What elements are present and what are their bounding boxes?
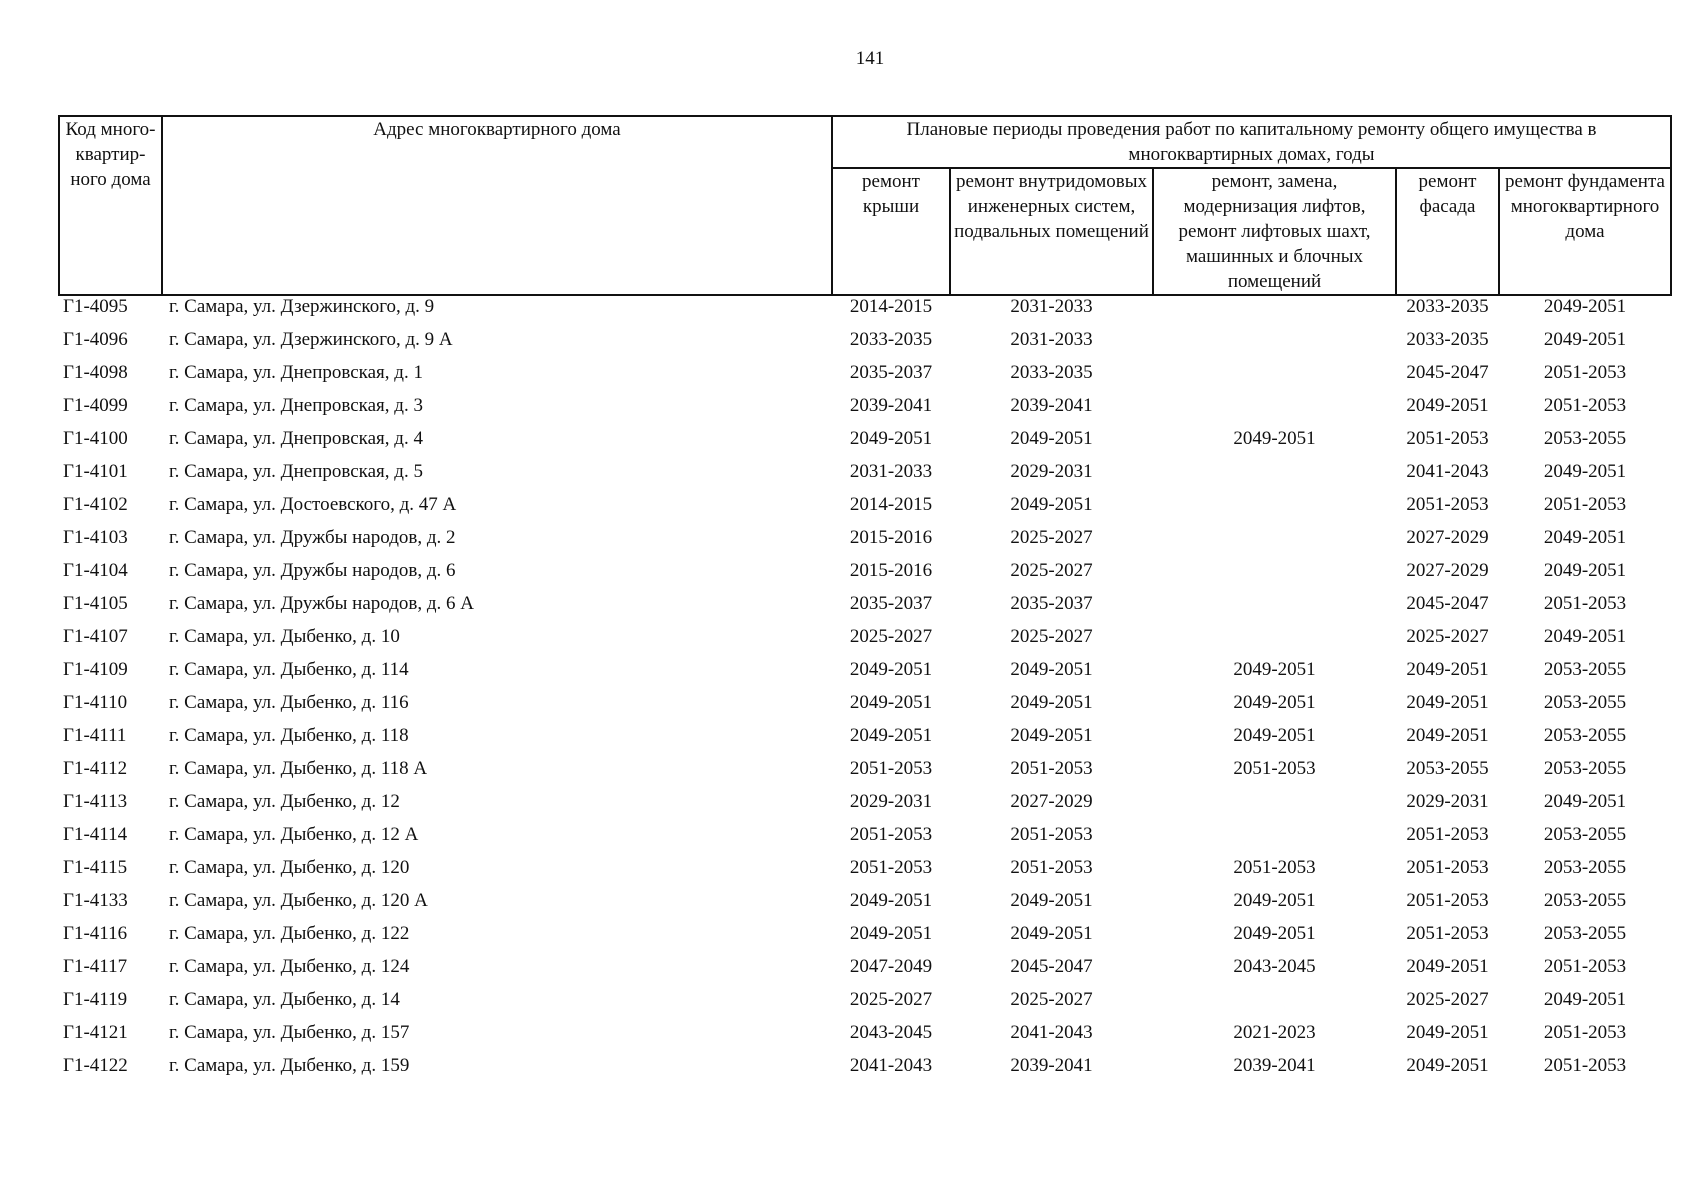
table-row [59,362,1671,395]
cell-lifts [1153,461,1396,494]
cell-foundation: 2053-2055 [1543,857,1627,878]
cell-facade: 2029-2031 [1406,791,1489,812]
cell-code: Г1-4121 [63,1022,128,1043]
cell-engineering: 2049-2051 [1010,428,1093,449]
cell-lifts [1153,295,1396,329]
table-row [59,923,1671,956]
cell-facade: 2041-2043 [1406,461,1489,482]
cell-lifts [1153,395,1396,428]
column-header-facade: ремонт фасада [1396,168,1499,295]
cell-address: г. Самара, ул. Днепровская, д. 4 [169,428,423,449]
cell-roof: 2047-2049 [849,956,933,977]
cell-foundation: 2051-2053 [1543,1022,1627,1043]
cell-foundation: 2049-2051 [1543,989,1627,1010]
column-group-header-periods [832,116,1671,168]
cell-facade: 2033-2035 [1406,329,1489,350]
table-row [59,956,1671,989]
cell-roof: 2025-2027 [849,626,933,647]
cell-engineering: 2049-2051 [1010,725,1093,746]
cell-engineering: 2049-2051 [1010,923,1093,944]
cell-engineering: 2031-2033 [1010,329,1093,350]
table-row [59,725,1671,758]
cell-facade: 2051-2053 [1406,824,1489,845]
cell-address: г. Самара, ул. Дружбы народов, д. 6 А [169,593,475,614]
table-row [59,692,1671,725]
cell-code: Г1-4117 [63,956,128,977]
cell-code: Г1-4096 [63,329,128,350]
table-row [59,461,1671,494]
cell-address: г. Самара, ул. Дружбы народов, д. 2 [169,527,456,548]
table-body [59,295,1671,1088]
cell-code: Г1-4116 [63,923,128,944]
cell-roof: 2015-2016 [849,560,933,581]
cell-lifts [1153,626,1396,659]
cell-foundation: 2053-2055 [1543,758,1627,779]
cell-code: Г1-4107 [63,626,128,647]
cell-roof: 2041-2043 [849,1055,933,1076]
cell-code: Г1-4111 [63,725,127,746]
cell-lifts: 2039-2041 [1233,1055,1316,1076]
cell-roof: 2049-2051 [849,428,933,449]
cell-facade: 2051-2053 [1406,857,1489,878]
cell-roof: 2049-2051 [849,890,933,911]
cell-foundation: 2053-2055 [1543,692,1627,713]
cell-roof: 2051-2053 [849,758,933,779]
cell-engineering: 2049-2051 [1010,890,1093,911]
cell-foundation: 2049-2051 [1543,461,1627,482]
cell-facade: 2033-2035 [1406,296,1489,317]
cell-foundation: 2049-2051 [1543,626,1627,647]
table-row [59,890,1671,923]
cell-facade: 2027-2029 [1406,527,1489,548]
cell-lifts: 2021-2023 [1233,1022,1316,1043]
cell-code: Г1-4099 [63,395,128,416]
cell-address: г. Самара, ул. Днепровская, д. 1 [169,362,423,383]
cell-code: Г1-4103 [63,527,128,548]
cell-engineering: 2027-2029 [1010,791,1093,812]
cell-facade: 2051-2053 [1406,494,1489,515]
cell-lifts: 2049-2051 [1233,428,1316,449]
cell-facade: 2053-2055 [1406,758,1489,779]
cell-roof: 2033-2035 [849,329,933,350]
cell-engineering: 2051-2053 [1010,758,1093,779]
cell-engineering: 2039-2041 [1010,1055,1093,1076]
cell-engineering: 2033-2035 [1010,362,1093,383]
cell-facade: 2049-2051 [1406,1055,1489,1076]
table-row [59,857,1671,890]
cell-lifts [1153,560,1396,593]
table-row [59,395,1671,428]
cell-code: Г1-4105 [63,593,128,614]
cell-code: Г1-4133 [63,890,128,911]
repair-plan-table [58,115,1672,1088]
table-row [59,560,1671,593]
cell-engineering: 2025-2027 [1010,560,1093,581]
cell-foundation: 2051-2053 [1543,362,1627,383]
cell-foundation: 2053-2055 [1543,890,1627,911]
cell-engineering: 2039-2041 [1010,395,1093,416]
cell-facade: 2045-2047 [1406,362,1489,383]
cell-foundation: 2051-2053 [1543,494,1627,515]
cell-code: Г1-4095 [63,296,128,317]
cell-lifts: 2049-2051 [1233,692,1316,713]
cell-facade: 2049-2051 [1406,725,1489,746]
cell-address: г. Самара, ул. Дыбенко, д. 120 [169,857,410,878]
cell-facade: 2051-2053 [1406,923,1489,944]
cell-address: г. Самара, ул. Дыбенко, д. 159 [169,1055,410,1076]
cell-address: г. Самара, ул. Дыбенко, д. 124 [169,956,410,977]
cell-address: г. Самара, ул. Дыбенко, д. 12 А [169,824,419,845]
cell-address: г. Самара, ул. Дыбенко, д. 118 [169,725,409,746]
cell-address: г. Самара, ул. Дыбенко, д. 116 [169,692,409,713]
table-row [59,527,1671,560]
cell-address: г. Самара, ул. Дыбенко, д. 157 [169,1022,410,1043]
cell-lifts: 2049-2051 [1233,923,1316,944]
cell-foundation: 2049-2051 [1543,296,1627,317]
cell-code: Г1-4115 [63,857,128,878]
cell-foundation: 2051-2053 [1543,1055,1627,1076]
table-row [59,758,1671,791]
cell-roof: 2014-2015 [849,296,933,317]
cell-lifts [1153,824,1396,857]
cell-lifts: 2049-2051 [1233,659,1316,680]
cell-roof: 2043-2045 [849,1022,933,1043]
cell-engineering: 2035-2037 [1010,593,1093,614]
cell-foundation: 2053-2055 [1543,659,1627,680]
cell-facade: 2049-2051 [1406,395,1489,416]
cell-lifts [1153,329,1396,362]
table-row [59,1055,1671,1088]
cell-code: Г1-4101 [63,461,128,482]
cell-engineering: 2025-2027 [1010,527,1093,548]
cell-lifts: 2049-2051 [1233,890,1316,911]
cell-roof: 2035-2037 [849,362,933,383]
cell-engineering: 2045-2047 [1010,956,1093,977]
column-header-engineering: ремонт внутридомовых инженерных систем, подвальных помещений [950,168,1153,295]
cell-code: Г1-4098 [63,362,128,383]
table-row [59,791,1671,824]
cell-facade: 2051-2053 [1406,890,1489,911]
table-row [59,494,1671,527]
cell-engineering: 2029-2031 [1010,461,1093,482]
cell-facade: 2049-2051 [1406,692,1489,713]
column-header-roof: ремонт крыши [832,168,950,295]
cell-facade: 2051-2053 [1406,428,1489,449]
cell-facade: 2025-2027 [1406,989,1489,1010]
cell-roof: 2049-2051 [849,659,933,680]
cell-code: Г1-4113 [63,791,128,812]
cell-engineering: 2025-2027 [1010,626,1093,647]
cell-code: Г1-4109 [63,659,128,680]
cell-roof: 2049-2051 [849,725,933,746]
cell-foundation: 2053-2055 [1543,824,1627,845]
cell-address: г. Самара, ул. Дыбенко, д. 120 А [169,890,428,911]
cell-lifts: 2049-2051 [1233,725,1316,746]
cell-foundation: 2051-2053 [1543,956,1627,977]
page-number: 141 [855,48,885,69]
cell-address: г. Самара, ул. Дзержинского, д. 9 [169,296,435,317]
column-header-code: Код много-квартир-ного дома [59,116,162,295]
cell-roof: 2039-2041 [849,395,933,416]
cell-facade: 2049-2051 [1406,956,1489,977]
cell-roof: 2051-2053 [849,824,933,845]
cell-address: г. Самара, ул. Дыбенко, д. 122 [169,923,410,944]
cell-engineering: 2049-2051 [1010,659,1093,680]
cell-facade: 2045-2047 [1406,593,1489,614]
cell-facade: 2027-2029 [1406,560,1489,581]
cell-engineering: 2051-2053 [1010,857,1093,878]
cell-code: Г1-4110 [63,692,128,713]
cell-roof: 2049-2051 [849,692,933,713]
cell-foundation: 2051-2053 [1543,593,1627,614]
cell-foundation: 2051-2053 [1543,395,1627,416]
cell-engineering: 2025-2027 [1010,989,1093,1010]
cell-address: г. Самара, ул. Дыбенко, д. 118 А [169,758,428,779]
table-row [59,593,1671,626]
cell-engineering: 2049-2051 [1010,494,1093,515]
cell-facade: 2049-2051 [1406,1022,1489,1043]
table-row [59,824,1671,857]
table-row [59,295,1671,329]
cell-code: Г1-4122 [63,1055,128,1076]
column-header-address: Адрес многоквартирного дома [162,116,832,295]
cell-roof: 2051-2053 [849,857,933,878]
cell-address: г. Самара, ул. Дзержинского, д. 9 А [169,329,453,350]
cell-code: Г1-4119 [63,989,128,1010]
cell-address: г. Самара, ул. Дружбы народов, д. 6 [169,560,456,581]
cell-lifts: 2051-2053 [1233,857,1316,878]
cell-lifts [1153,494,1396,527]
cell-roof: 2025-2027 [849,989,933,1010]
cell-address: г. Самара, ул. Днепровская, д. 5 [169,461,423,482]
column-header-lifts: ремонт, замена, модернизация лифтов, ремонт лифтовых шахт, машинных и блочных помещений [1153,168,1396,295]
cell-lifts [1153,593,1396,626]
cell-code: Г1-4112 [63,758,128,779]
cell-address: г. Самара, ул. Дыбенко, д. 10 [169,626,400,647]
cell-lifts [1153,791,1396,824]
cell-roof: 2049-2051 [849,923,933,944]
cell-roof: 2015-2016 [849,527,933,548]
table-header [59,116,1671,295]
cell-roof: 2035-2037 [849,593,933,614]
cell-lifts [1153,362,1396,395]
cell-foundation: 2053-2055 [1543,428,1627,449]
cell-engineering: 2051-2053 [1010,824,1093,845]
cell-engineering: 2049-2051 [1010,692,1093,713]
cell-address: г. Самара, ул. Дыбенко, д. 14 [169,989,400,1010]
cell-foundation: 2049-2051 [1543,329,1627,350]
cell-address: г. Самара, ул. Дыбенко, д. 12 [169,791,400,812]
cell-engineering: 2041-2043 [1010,1022,1093,1043]
column-group-label: Плановые периоды проведения работ по капитальному ремонту общего имущества в многоквартирных домах, годы [906,119,1597,165]
cell-address: г. Самара, ул. Днепровская, д. 3 [169,395,423,416]
cell-foundation: 2049-2051 [1543,527,1627,548]
cell-code: Г1-4114 [63,824,128,845]
table-row [59,1022,1671,1055]
table-row [59,626,1671,659]
cell-roof: 2031-2033 [849,461,933,482]
cell-lifts [1153,527,1396,560]
cell-lifts: 2051-2053 [1233,758,1316,779]
cell-roof: 2029-2031 [849,791,933,812]
cell-foundation: 2049-2051 [1543,560,1627,581]
cell-code: Г1-4104 [63,560,128,581]
column-header-foundation: ремонт фундамента многоквартирного дома [1499,168,1671,295]
table-row [59,428,1671,461]
cell-address: г. Самара, ул. Достоевского, д. 47 А [169,494,457,515]
cell-engineering: 2031-2033 [1010,296,1093,317]
table-row [59,329,1671,362]
table-row [59,659,1671,692]
cell-code: Г1-4102 [63,494,128,515]
cell-lifts [1153,989,1396,1022]
cell-code: Г1-4100 [63,428,128,449]
cell-foundation: 2053-2055 [1543,923,1627,944]
cell-lifts: 2043-2045 [1233,956,1316,977]
cell-roof: 2014-2015 [849,494,933,515]
cell-facade: 2049-2051 [1406,659,1489,680]
cell-facade: 2025-2027 [1406,626,1489,647]
cell-address: г. Самара, ул. Дыбенко, д. 114 [169,659,409,680]
table-row [59,989,1671,1022]
cell-foundation: 2053-2055 [1543,725,1627,746]
cell-foundation: 2049-2051 [1543,791,1627,812]
